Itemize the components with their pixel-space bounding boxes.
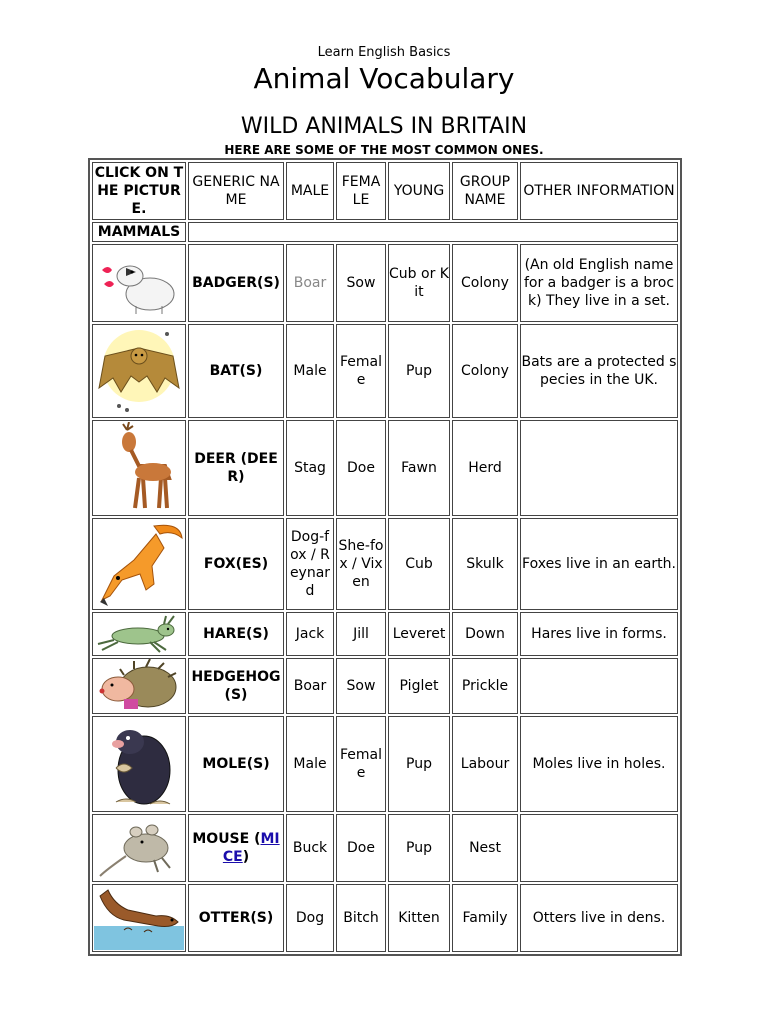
female-mouse: Doe: [336, 814, 386, 882]
section-note: HERE ARE SOME OF THE MOST COMMON ONES.: [224, 143, 544, 157]
female-badger: Sow: [336, 244, 386, 322]
generic-name-mole: MOLE(S): [188, 716, 284, 812]
young-hedgehog: Piglet: [388, 658, 450, 714]
generic-name-deer: DEER (DEER): [188, 420, 284, 516]
young-badger: Cub or Kit: [388, 244, 450, 322]
male-fox: Dog-fox / Reynard: [286, 518, 334, 610]
young-mole: Pup: [388, 716, 450, 812]
group-otter: Family: [452, 884, 518, 952]
group-hedgehog: Prickle: [452, 658, 518, 714]
bat-picture-cell[interactable]: [92, 324, 186, 418]
group-bat: Colony: [452, 324, 518, 418]
supertitle: Learn English Basics: [317, 45, 451, 60]
other-badger: (An old English name for a badger is a brock) They live in a set.: [520, 244, 678, 322]
vocabulary-table: [88, 158, 682, 956]
table-row: [92, 612, 678, 656]
young-deer: Fawn: [388, 420, 450, 516]
deer-picture-cell[interactable]: [92, 420, 186, 516]
fox-picture-cell[interactable]: [92, 518, 186, 610]
young-mouse: Pup: [388, 814, 450, 882]
section-label-mammals: MAMMALS: [92, 222, 186, 242]
other-bat: Bats are a protected species in the UK.: [520, 324, 678, 418]
generic-name-mouse: [188, 814, 284, 882]
generic-name-hare: HARE(S): [188, 612, 284, 656]
group-mole: Labour: [452, 716, 518, 812]
section-title: WILD ANIMALS IN BRITAIN: [240, 114, 528, 139]
deer-picture[interactable]: [99, 422, 179, 514]
otter-picture[interactable]: [94, 886, 184, 950]
female-hedgehog: Sow: [336, 658, 386, 714]
hedgehog-picture-cell[interactable]: [92, 658, 186, 714]
male-otter: Dog: [286, 884, 334, 952]
generic-name-otter: OTTER(S): [188, 884, 284, 952]
female-fox: She-fox / Vixen: [336, 518, 386, 610]
generic-name-badger: BADGER(S): [188, 244, 284, 322]
other-hare: Hares live in forms.: [520, 612, 678, 656]
table-row: [92, 884, 678, 952]
female-otter: Bitch: [336, 884, 386, 952]
other-mouse: [520, 814, 678, 882]
header-row: [92, 162, 678, 220]
female-bat: Female: [336, 324, 386, 418]
table-row: [92, 420, 678, 516]
mole-picture-cell[interactable]: [92, 716, 186, 812]
generic-name-bat: BAT(S): [188, 324, 284, 418]
section-row: [92, 222, 678, 242]
male-hedgehog: Boar: [286, 658, 334, 714]
table-row: [92, 518, 678, 610]
hedgehog-picture[interactable]: [94, 659, 184, 713]
header-generic-name: GENERIC NAME: [188, 162, 284, 220]
header-male: MALE: [286, 162, 334, 220]
male-bat: Male: [286, 324, 334, 418]
header-group-name: GROUP NAME: [452, 162, 518, 220]
mouse-picture-cell[interactable]: [92, 814, 186, 882]
group-fox: Skulk: [452, 518, 518, 610]
fox-picture[interactable]: [94, 520, 184, 608]
female-hare: Jill: [336, 612, 386, 656]
male-badger: Boar: [286, 244, 334, 322]
table-row: [92, 814, 678, 882]
other-fox: Foxes live in an earth.: [520, 518, 678, 610]
mouse-name-suffix: ): [242, 849, 250, 865]
group-mouse: Nest: [452, 814, 518, 882]
header-female: FEMA LE: [336, 162, 386, 220]
table-row: [92, 658, 678, 714]
bat-picture[interactable]: [95, 326, 183, 416]
other-deer: [520, 420, 678, 516]
hare-picture-cell[interactable]: [92, 612, 186, 656]
young-bat: Pup: [388, 324, 450, 418]
badger-picture[interactable]: [96, 248, 182, 318]
mice-link[interactable]: MICE: [222, 831, 280, 865]
table-row: [92, 324, 678, 418]
generic-name-hedgehog: HEDGEHOG(S): [188, 658, 284, 714]
male-hare: Jack: [286, 612, 334, 656]
mouse-name-prefix: MOUSE (: [192, 831, 261, 847]
header-picture: CLICK ON THE PICTURE.: [92, 162, 186, 220]
group-deer: Herd: [452, 420, 518, 516]
table-row: [92, 716, 678, 812]
mole-picture[interactable]: [96, 718, 182, 810]
header-other-information: OTHER INFORMATION: [520, 162, 678, 220]
other-hedgehog: [520, 658, 678, 714]
young-hare: Leveret: [388, 612, 450, 656]
male-mole: Male: [286, 716, 334, 812]
other-otter: Otters live in dens.: [520, 884, 678, 952]
hare-picture[interactable]: [94, 614, 184, 654]
male-deer: Stag: [286, 420, 334, 516]
female-mole: Female: [336, 716, 386, 812]
generic-name-fox: FOX(ES): [188, 518, 284, 610]
group-hare: Down: [452, 612, 518, 656]
young-fox: Cub: [388, 518, 450, 610]
group-badger: Colony: [452, 244, 518, 322]
other-mole: Moles live in holes.: [520, 716, 678, 812]
female-deer: Doe: [336, 420, 386, 516]
section-spacer: [188, 222, 678, 242]
otter-picture-cell[interactable]: [92, 884, 186, 952]
mouse-picture[interactable]: [96, 816, 182, 880]
page-title: Animal Vocabulary: [253, 62, 515, 95]
young-otter: Kitten: [388, 884, 450, 952]
male-mouse: Buck: [286, 814, 334, 882]
header-young: YOUNG: [388, 162, 450, 220]
badger-picture-cell[interactable]: [92, 244, 186, 322]
table-row: [92, 244, 678, 322]
